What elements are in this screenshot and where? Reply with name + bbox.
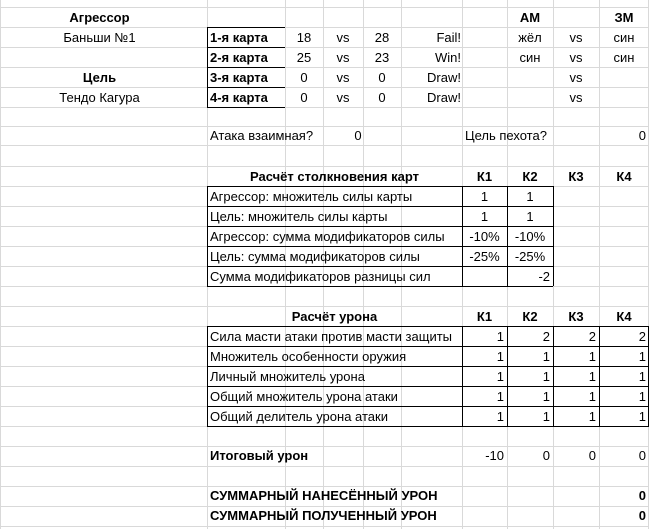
damage-header-k4: К4 xyxy=(616,309,632,324)
target-infantry-value[interactable]: 0 xyxy=(638,128,646,143)
summary-dealt-value[interactable]: 0 xyxy=(638,488,646,503)
damage-cell-k1[interactable]: 1 xyxy=(496,349,504,364)
damage-cell-k1[interactable]: 1 xyxy=(496,369,504,384)
collision-cell-k2[interactable]: -10% xyxy=(514,229,546,244)
collision-header-k4: К4 xyxy=(616,169,632,184)
card-result: Draw! xyxy=(427,90,461,105)
card-zm-suit[interactable]: син xyxy=(613,30,635,45)
collision-cell-k2[interactable]: 1 xyxy=(526,189,534,204)
damage-cell-k1[interactable]: 1 xyxy=(496,329,504,344)
card-zm-suit[interactable]: син xyxy=(613,50,635,65)
collision-header-k2: К2 xyxy=(522,169,538,184)
damage-header-k1: К1 xyxy=(476,309,493,324)
damage-title: Расчёт урона xyxy=(291,309,378,324)
damage-cell-k1[interactable]: 1 xyxy=(496,409,504,424)
card-target-value[interactable]: 0 xyxy=(378,90,386,105)
card-vs: vs xyxy=(336,70,350,85)
card-vs: vs xyxy=(336,50,350,65)
summary-dealt-label: СУММАРНЫЙ НАНЕСЁННЫЙ УРОН xyxy=(210,488,438,503)
damage-cell-k4[interactable]: 1 xyxy=(638,349,646,364)
card-target-value[interactable]: 23 xyxy=(374,50,390,65)
damage-cell-k3[interactable]: 1 xyxy=(588,389,596,404)
total-damage-k1[interactable]: -10 xyxy=(485,448,504,463)
collision-cell-k1[interactable]: -25% xyxy=(469,249,500,264)
card-vs: vs xyxy=(336,30,350,45)
collision-cell-k1[interactable]: -10% xyxy=(469,229,500,244)
card-vs2: vs xyxy=(569,70,583,85)
summary-received-label: СУММАРНЫЙ ПОЛУЧЕННЫЙ УРОН xyxy=(210,508,437,523)
target-name[interactable]: Тендо Кагура xyxy=(59,90,140,105)
summary-received-value[interactable]: 0 xyxy=(638,508,646,523)
am-header: АМ xyxy=(519,10,541,25)
collision-cell-k1[interactable]: 1 xyxy=(480,209,489,224)
card-vs: vs xyxy=(336,90,350,105)
card-label: 3-я карта xyxy=(210,70,268,85)
damage-cell-k4[interactable]: 1 xyxy=(638,369,646,384)
damage-cell-k4[interactable]: 1 xyxy=(638,409,646,424)
zm-header: ЗМ xyxy=(614,10,634,25)
collision-cell-k2[interactable]: 1 xyxy=(526,209,534,224)
card-vs2: vs xyxy=(569,90,583,105)
card-attacker-value[interactable]: 18 xyxy=(296,30,312,45)
card-attacker-value[interactable]: 25 xyxy=(296,50,312,65)
damage-cell-k4[interactable]: 2 xyxy=(638,329,646,344)
damage-cell-k4[interactable]: 1 xyxy=(638,389,646,404)
collision-row-label: Цель: сумма модификаторов силы xyxy=(210,249,420,264)
card-zm-suit[interactable] xyxy=(599,68,649,88)
target-infantry-label: Цель пехота? xyxy=(465,128,547,143)
card-label: 2-я карта xyxy=(210,50,268,65)
total-damage-label: Итоговый урон xyxy=(210,448,309,463)
card-target-value[interactable]: 28 xyxy=(374,30,390,45)
damage-header-k3: К3 xyxy=(568,309,584,324)
collision-cell-k2[interactable]: -25% xyxy=(514,249,546,264)
damage-row-label: Общий множитель урона атаки xyxy=(210,389,398,404)
card-result: Draw! xyxy=(427,70,461,85)
mutual-attack-label: Атака взаимная? xyxy=(210,128,314,143)
card-zm-suit[interactable] xyxy=(599,88,649,108)
card-label: 4-я карта xyxy=(210,90,268,105)
mutual-attack-value[interactable]: 0 xyxy=(354,128,362,143)
damage-cell-k2[interactable]: 1 xyxy=(542,389,550,404)
card-am-suit[interactable] xyxy=(507,68,553,88)
collision-cell-k2[interactable]: -2 xyxy=(538,269,550,284)
damage-row-label: Сила масти атаки против масти защиты xyxy=(210,329,453,344)
damage-cell-k3[interactable]: 1 xyxy=(588,349,596,364)
target-label: Цель xyxy=(82,70,117,85)
collision-title: Расчёт столкновения карт xyxy=(250,169,419,184)
damage-cell-k2[interactable]: 2 xyxy=(542,329,550,344)
collision-cell-k1[interactable]: 1 xyxy=(480,189,489,204)
damage-row-label: Общий делитель урона атаки xyxy=(210,409,388,424)
card-vs2: vs xyxy=(569,30,583,45)
card-attacker-value[interactable]: 0 xyxy=(300,90,308,105)
damage-header-k2: К2 xyxy=(522,309,538,324)
card-am-suit[interactable]: жёл xyxy=(518,30,542,45)
damage-cell-k2[interactable]: 1 xyxy=(542,349,550,364)
card-target-value[interactable]: 0 xyxy=(378,70,386,85)
card-label: 1-я карта xyxy=(210,30,268,45)
collision-row-label: Сумма модификаторов разницы сил xyxy=(210,269,431,284)
damage-cell-k2[interactable]: 1 xyxy=(542,369,550,384)
collision-header-k3: К3 xyxy=(568,169,584,184)
card-vs2: vs xyxy=(569,50,583,65)
collision-row-label: Агрессор: множитель силы карты xyxy=(210,189,413,204)
damage-cell-k2[interactable]: 1 xyxy=(542,409,550,424)
damage-cell-k3[interactable]: 1 xyxy=(588,369,596,384)
damage-row-label: Личный множитель урона xyxy=(210,369,365,384)
damage-row-label: Множитель особенности оружия xyxy=(210,349,407,364)
card-attacker-value[interactable]: 0 xyxy=(300,70,308,85)
total-damage-k3[interactable]: 0 xyxy=(588,448,596,463)
collision-row-label: Цель: множитель силы карты xyxy=(210,209,388,224)
card-result: Win! xyxy=(435,50,461,65)
card-am-suit[interactable] xyxy=(507,88,553,108)
card-am-suit[interactable]: син xyxy=(519,50,541,65)
damage-cell-k3[interactable]: 2 xyxy=(588,329,596,344)
total-damage-k4[interactable]: 0 xyxy=(638,448,646,463)
attacker-name[interactable]: Баньши №1 xyxy=(63,30,136,45)
attacker-label: Агрессор xyxy=(69,10,130,25)
collision-row-label: Агрессор: сумма модификаторов силы xyxy=(210,229,445,244)
collision-header-k1: К1 xyxy=(476,169,493,184)
card-result: Fail! xyxy=(436,30,461,45)
damage-cell-k3[interactable]: 1 xyxy=(588,409,596,424)
total-damage-k2[interactable]: 0 xyxy=(542,448,550,463)
damage-cell-k1[interactable]: 1 xyxy=(496,389,504,404)
